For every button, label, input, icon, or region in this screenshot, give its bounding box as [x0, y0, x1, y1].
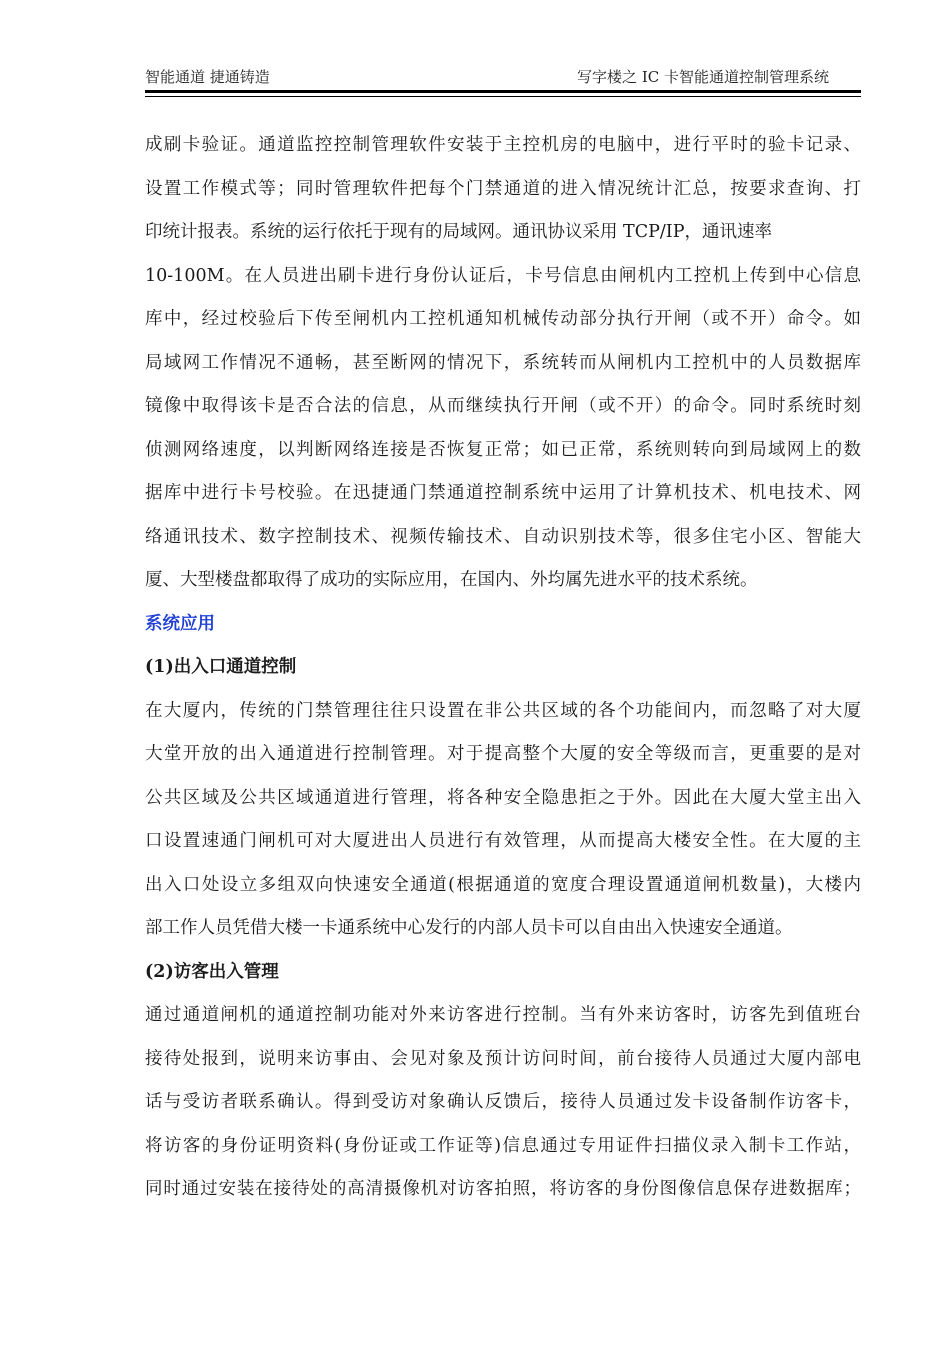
- text-line: 大堂开放的出入通道进行控制管理。对于提高整个大厦的安全等级而言，更重要的是对: [145, 744, 861, 764]
- text-line: 同时通过安装在接待处的高清摄像机对访客拍照，将访客的身份图像信息保存进数据库；: [145, 1179, 861, 1199]
- text-line: 络通讯技术、数字控制技术、视频传输技术、自动识别技术等，很多住宅小区、智能大: [145, 526, 861, 547]
- text-line: 在大厦内，传统的门禁管理往往只设置在非公共区域的各个功能间内，而忽略了对大厦: [145, 700, 861, 721]
- page-header: [145, 66, 861, 88]
- header-rule-thin: [145, 96, 861, 97]
- text-line: 将访客的身份证明资料(身份证或工作证等)信息通过专用证件扫描仪录入制卡工作站，: [145, 1135, 861, 1156]
- paragraph-system-overview: [145, 124, 861, 603]
- text-line: 设置工作模式等；同时管理软件把每个门禁通道的进入情况统计汇总，按要求查询、打: [145, 178, 861, 199]
- section-title: 系统应用: [145, 613, 215, 634]
- document-body: [145, 124, 861, 1212]
- text-line: 10-100M。在人员进出刷卡进行身份认证后，卡号信息由闸机内工控机上传到中心信息: [145, 265, 861, 286]
- text-line: 成刷卡验证。通道监控控制管理软件安装于主控机房的电脑中，进行平时的验卡记录、: [145, 135, 861, 155]
- text-line: 镜像中取得该卡是否合法的信息，从而继续执行开闸（或不开）的命令。同时系统时刻: [145, 396, 861, 416]
- header-rule-thick: [145, 90, 861, 93]
- text-line: 部工作人员凭借大楼一卡通系统中心发行的内部人员卡可以自由出入快速安全通道。: [145, 918, 793, 938]
- paragraph-entrance-control: [145, 690, 861, 951]
- paragraph-visitor-management: [145, 994, 861, 1212]
- header-right-title: 写字楼之 IC 卡智能通道控制管理系统: [577, 68, 829, 86]
- text-line: 接待处报到，说明来访事由、会见对象及预计访问时间，前台接待人员通过大厦内部电: [145, 1048, 861, 1069]
- text-line: 侦测网络速度，以判断网络连接是否恢复正常；如已正常，系统则转向到局域网上的数: [145, 439, 861, 460]
- text-line: 口设置速通门闸机可对大厦进出人员进行有效管理，从而提高大楼安全性。在大厦的主: [145, 831, 861, 851]
- text-line: 局域网工作情况不通畅，甚至断网的情况下，系统转而从闸机内工控机中的人员数据库: [145, 352, 861, 373]
- text-line: 通过通道闸机的通道控制功能对外来访客进行控制。当有外来访客时，访客先到值班台: [145, 1005, 861, 1025]
- subsection-title-entrance-control: (1)出入口通道控制: [145, 657, 297, 677]
- text-line: 厦、大型楼盘都取得了成功的实际应用，在国内、外均属先进水平的技术系统。: [145, 570, 758, 590]
- header-left-title: 智能通道 捷通铸造: [145, 68, 270, 86]
- text-line: 话与受访者联系确认。得到受访对象确认反馈后，接待人员通过发卡设备制作访客卡，: [145, 1092, 861, 1112]
- text-line: 印统计报表。系统的运行依托于现有的局域网。通讯协议采用 TCP/IP，通讯速率: [145, 222, 772, 242]
- text-line: 库中，经过校验后下传至闸机内工控机通知机械传动部分执行开闸（或不开）命令。如: [145, 309, 861, 329]
- text-line: 出入口处设立多组双向快速安全通道(根据通道的宽度合理设置通道闸机数量)，大楼内: [145, 874, 861, 895]
- subsection-title-visitor-management: (2)访客出入管理: [145, 961, 279, 982]
- text-line: 据库中进行卡号校验。在迅捷通门禁通道控制系统中运用了计算机技术、机电技术、网: [145, 483, 861, 503]
- text-line: 公共区域及公共区域通道进行管理，将各种安全隐患拒之于外。因此在大厦大堂主出入: [145, 787, 861, 808]
